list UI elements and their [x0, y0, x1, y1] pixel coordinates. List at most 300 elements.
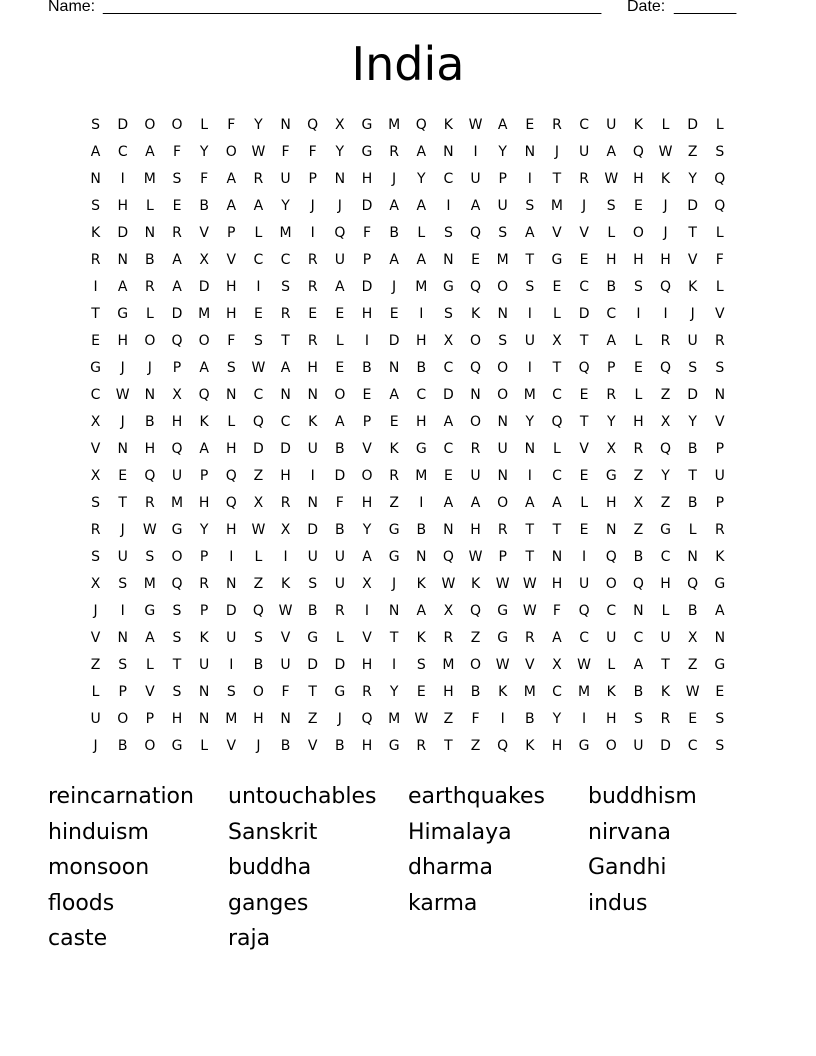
grid-letter: J — [256, 738, 261, 754]
grid-letter: J — [120, 414, 125, 430]
grid-letter: Q — [551, 414, 563, 430]
grid-letter: E — [579, 252, 589, 268]
grid-letter: J — [554, 144, 560, 160]
grid-letter: R — [362, 684, 372, 700]
grid-letter: B — [633, 549, 644, 565]
grid-letter: B — [687, 441, 698, 457]
grid-letter: D — [361, 198, 373, 214]
grid-letter: D — [687, 387, 699, 403]
grid-letter: Z — [687, 657, 698, 673]
word-bank-item: Gandhi — [588, 855, 667, 880]
grid-letter: U — [334, 549, 345, 565]
grid-letter: E — [579, 468, 589, 484]
grid-letter: L — [417, 225, 426, 241]
grid-letter: U — [307, 549, 318, 565]
grid-letter: W — [658, 144, 673, 160]
grid-letter: N — [117, 252, 128, 268]
grid-letter: G — [144, 603, 156, 619]
grid-letter: N — [117, 630, 128, 646]
grid-letter: N — [144, 387, 156, 403]
grid-letter: M — [388, 117, 401, 133]
grid-letter: N — [443, 252, 454, 268]
grid-letter: O — [144, 738, 156, 754]
grid-letter: Y — [688, 414, 697, 430]
grid-letter: B — [687, 603, 698, 619]
grid-letter: Q — [660, 360, 672, 376]
grid-letter: J — [120, 522, 125, 538]
grid-letter: B — [416, 522, 427, 538]
grid-row — [82, 625, 734, 652]
grid-letter: P — [498, 171, 507, 187]
grid-letter: Y — [389, 684, 399, 700]
grid-letter: K — [525, 738, 535, 754]
grid-letter: C — [117, 144, 128, 160]
grid-letter: H — [144, 441, 156, 457]
grid-letter: H — [117, 333, 128, 349]
grid-letter: N — [226, 387, 237, 403]
grid-letter: I — [527, 360, 532, 376]
grid-letter: J — [147, 360, 152, 376]
grid-letter: E — [308, 306, 318, 322]
grid-letter: R — [253, 171, 264, 187]
grid-letter: K — [660, 171, 671, 187]
grid-letter: E — [389, 306, 399, 322]
grid-letter: I — [446, 198, 451, 214]
grid-letter: W — [495, 657, 510, 673]
grid-letter: F — [715, 252, 724, 268]
grid-letter: R — [334, 603, 345, 619]
grid-letter: O — [605, 576, 617, 592]
grid-letter: I — [392, 657, 397, 673]
grid-row — [82, 301, 734, 328]
grid-letter: F — [227, 333, 236, 349]
grid-letter: L — [607, 225, 616, 241]
grid-letter: A — [117, 279, 128, 295]
grid-letter: I — [500, 711, 505, 727]
grid-letter: A — [416, 252, 427, 268]
grid-letter: C — [280, 252, 291, 268]
grid-letter: A — [389, 387, 399, 403]
grid-letter: Q — [470, 360, 482, 376]
grid-letter: A — [497, 117, 508, 133]
grid-letter: C — [443, 171, 454, 187]
grid-letter: O — [117, 711, 129, 727]
grid-letter: W — [685, 684, 700, 700]
grid-letter: U — [280, 657, 291, 673]
grid-letter: M — [415, 279, 428, 295]
grid-letter: P — [145, 711, 155, 727]
grid-letter: E — [389, 414, 399, 430]
grid-letter: Y — [606, 414, 616, 430]
grid-letter: B — [389, 225, 399, 241]
grid-letter: R — [280, 495, 291, 511]
grid-letter: Q — [198, 387, 210, 403]
grid-letter: E — [579, 522, 589, 538]
grid-letter: U — [117, 549, 128, 565]
grid-letter: Q — [171, 441, 183, 457]
grid-letter: Y — [552, 711, 562, 727]
grid-letter: X — [660, 414, 671, 430]
grid-letter: M — [170, 495, 184, 511]
grid-letter: G — [90, 360, 101, 376]
grid-letter: Z — [443, 711, 454, 727]
grid-letter: P — [715, 495, 725, 511]
grid-letter: W — [604, 171, 619, 187]
grid-letter: P — [199, 468, 209, 484]
grid-letter: F — [552, 603, 561, 619]
grid-letter: J — [663, 198, 668, 214]
grid-letter: O — [198, 333, 210, 349]
grid-letter: A — [715, 603, 725, 619]
grid-letter: V — [90, 630, 101, 646]
grid-letter: I — [120, 171, 125, 187]
grid-letter: E — [335, 360, 345, 376]
word-bank-item: earthquakes — [408, 784, 545, 809]
grid-letter: X — [199, 252, 209, 268]
grid-letter: T — [389, 630, 399, 646]
grid-letter: L — [661, 603, 670, 619]
grid-letter: S — [715, 738, 725, 754]
grid-letter: U — [714, 468, 725, 484]
grid-letter: S — [91, 117, 101, 133]
word-bank-item: monsoon — [48, 855, 150, 880]
grid-letter: S — [172, 630, 182, 646]
grid-letter: C — [633, 630, 644, 646]
grid-letter: S — [308, 576, 318, 592]
grid-letter: I — [636, 306, 641, 322]
grid-row — [82, 733, 734, 760]
grid-letter: F — [308, 144, 317, 160]
grid-letter: L — [227, 414, 236, 430]
grid-letter: Q — [470, 279, 482, 295]
grid-letter: O — [144, 117, 156, 133]
grid-letter: K — [688, 279, 698, 295]
grid-letter: E — [633, 198, 643, 214]
grid-letter: K — [443, 117, 453, 133]
grid-letter: U — [280, 171, 291, 187]
grid-letter: B — [416, 360, 427, 376]
grid-letter: P — [715, 441, 725, 457]
grid-letter: G — [388, 549, 400, 565]
grid-letter: Q — [171, 576, 183, 592]
grid-letter: R — [552, 117, 562, 133]
grid-letter: G — [714, 657, 726, 673]
grid-letter: W — [495, 576, 510, 592]
grid-letter: K — [308, 414, 318, 430]
grid-letter: T — [552, 360, 562, 376]
grid-letter: F — [471, 711, 480, 727]
grid-letter: I — [364, 333, 370, 349]
grid-letter: D — [280, 441, 291, 457]
grid-letter: H — [361, 657, 373, 673]
grid-letter: D — [334, 468, 346, 484]
grid-letter: C — [552, 468, 562, 484]
grid-letter: Z — [307, 711, 318, 727]
grid-letter: Z — [633, 522, 644, 538]
grid-letter: I — [256, 279, 261, 295]
grid-letter: J — [310, 198, 315, 214]
grid-letter: F — [362, 225, 371, 241]
grid-letter: A — [470, 198, 481, 214]
grid-letter: I — [310, 468, 315, 484]
grid-row — [82, 517, 734, 544]
grid-letter: N — [307, 387, 318, 403]
grid-letter: K — [498, 684, 508, 700]
grid-letter: V — [579, 441, 589, 457]
grid-letter: A — [606, 144, 617, 160]
grid-letter: X — [443, 603, 454, 619]
grid-letter: N — [388, 603, 400, 619]
grid-letter: U — [606, 117, 617, 133]
grid-letter: D — [660, 738, 671, 754]
grid-letter: H — [361, 495, 373, 511]
grid-letter: I — [419, 306, 424, 322]
grid-row — [82, 355, 734, 382]
grid-letter: Z — [660, 387, 671, 403]
grid-letter: K — [389, 441, 399, 457]
grid-letter: J — [337, 198, 342, 214]
grid-letter: W — [522, 603, 537, 619]
grid-letter: T — [688, 468, 697, 484]
grid-letter: L — [335, 630, 344, 646]
grid-letter: R — [606, 387, 617, 403]
grid-row — [82, 598, 734, 625]
letter-grid — [82, 112, 734, 760]
grid-letter: D — [307, 657, 319, 673]
grid-letter: Y — [498, 144, 507, 160]
grid-letter: O — [144, 333, 156, 349]
grid-letter: O — [497, 279, 509, 295]
grid-letter: U — [497, 441, 508, 457]
grid-letter: H — [226, 306, 237, 322]
grid-letter: N — [524, 144, 536, 160]
grid-letter: H — [253, 711, 264, 727]
grid-letter: S — [498, 333, 508, 349]
grid-letter: I — [120, 603, 125, 619]
grid-letter: E — [443, 468, 453, 484]
grid-letter: M — [496, 252, 509, 268]
grid-letter: U — [687, 333, 698, 349]
grid-letter: T — [661, 657, 670, 673]
grid-letter: K — [416, 630, 426, 646]
grid-letter: D — [361, 279, 373, 295]
page-title: India — [351, 37, 465, 91]
grid-letter: H — [198, 495, 210, 511]
grid-letter: B — [687, 495, 698, 511]
grid-letter: T — [91, 306, 100, 322]
grid-letter: U — [660, 630, 671, 646]
word-bank — [48, 779, 768, 957]
grid-letter: X — [90, 468, 101, 484]
grid-letter: P — [118, 684, 127, 700]
grid-letter: J — [690, 306, 695, 322]
grid-letter: O — [470, 333, 482, 349]
grid-letter: L — [634, 387, 643, 403]
grid-letter: C — [579, 279, 589, 295]
grid-letter: R — [389, 144, 399, 160]
grid-letter: T — [281, 333, 290, 349]
grid-row — [82, 220, 734, 247]
grid-letter: D — [253, 441, 264, 457]
grid-letter: N — [416, 549, 427, 565]
grid-letter: C — [90, 387, 101, 403]
grid-letter: Q — [225, 495, 237, 511]
grid-letter: M — [415, 468, 428, 484]
header-line — [48, 0, 748, 18]
grid-letter: N — [606, 522, 617, 538]
grid-letter: Q — [470, 603, 482, 619]
grid-letter: M — [225, 711, 238, 727]
grid-letter: N — [144, 225, 156, 241]
grid-row — [82, 274, 734, 301]
grid-letter: D — [198, 279, 210, 295]
grid-letter: N — [280, 711, 291, 727]
grid-letter: Q — [361, 711, 373, 727]
grid-letter: T — [552, 171, 562, 187]
grid-letter: S — [498, 225, 508, 241]
grid-letter: G — [497, 630, 509, 646]
grid-row — [82, 652, 734, 679]
grid-letter: M — [388, 711, 401, 727]
grid-letter: P — [607, 360, 616, 376]
grid-letter: U — [606, 630, 617, 646]
grid-letter: Z — [253, 468, 264, 484]
grid-letter: R — [90, 522, 101, 538]
grid-letter: R — [443, 630, 454, 646]
grid-letter: B — [606, 279, 617, 295]
grid-letter: U — [497, 198, 508, 214]
grid-letter: Q — [252, 603, 264, 619]
grid-letter: F — [227, 117, 236, 133]
grid-letter: C — [606, 306, 617, 322]
grid-letter: I — [527, 468, 532, 484]
grid-letter: H — [660, 252, 671, 268]
grid-letter: K — [416, 576, 426, 592]
grid-letter: S — [253, 630, 263, 646]
grid-letter: S — [633, 279, 643, 295]
grid-letter: S — [688, 360, 698, 376]
grid-letter: T — [579, 414, 589, 430]
grid-letter: T — [118, 495, 127, 511]
grid-letter: N — [280, 387, 291, 403]
grid-letter: Q — [578, 603, 590, 619]
grid-letter: T — [308, 684, 317, 700]
date-blank-line: _______ — [674, 0, 737, 15]
grid-letter: I — [310, 225, 315, 241]
grid-letter: S — [633, 711, 643, 727]
grid-letter: R — [90, 252, 101, 268]
grid-letter: C — [579, 117, 589, 133]
grid-letter: A — [525, 495, 535, 511]
grid-letter: I — [229, 549, 234, 565]
grid-letter: G — [388, 522, 400, 538]
grid-letter: Q — [660, 441, 672, 457]
grid-row — [82, 409, 734, 436]
word-bank-item: caste — [48, 926, 108, 951]
grid-letter: V — [715, 306, 725, 322]
grid-letter: V — [226, 252, 237, 268]
grid-letter: J — [337, 711, 342, 727]
grid-letter: A — [606, 333, 617, 349]
grid-letter: S — [416, 657, 426, 673]
word-bank-item: ganges — [228, 890, 309, 916]
grid-letter: N — [633, 603, 644, 619]
grid-letter: R — [714, 333, 725, 349]
grid-letter: F — [172, 144, 182, 160]
grid-letter: K — [715, 549, 725, 565]
grid-letter: U — [524, 333, 535, 349]
grid-letter: X — [362, 576, 372, 592]
grid-letter: R — [307, 333, 318, 349]
grid-letter: A — [443, 495, 454, 511]
grid-letter: S — [226, 360, 236, 376]
grid-letter: G — [361, 117, 373, 133]
grid-letter: Q — [632, 576, 644, 592]
grid-letter: Q — [171, 333, 183, 349]
grid-row — [82, 247, 734, 274]
grid-letter: M — [279, 225, 292, 241]
grid-letter: V — [145, 684, 155, 700]
grid-letter: V — [199, 225, 209, 241]
grid-letter: W — [468, 117, 483, 133]
grid-letter: N — [497, 306, 508, 322]
grid-letter: W — [577, 657, 592, 673]
grid-letter: L — [553, 306, 561, 322]
grid-letter: H — [117, 198, 128, 214]
grid-letter: T — [525, 549, 535, 565]
word-bank-item: floods — [48, 890, 115, 916]
grid-letter: R — [633, 441, 644, 457]
grid-letter: B — [470, 684, 481, 700]
grid-letter: K — [470, 306, 481, 322]
grid-letter: B — [145, 414, 155, 430]
grid-letter: X — [687, 630, 698, 646]
grid-row — [82, 544, 734, 571]
grid-letter: X — [335, 117, 345, 133]
grid-letter: S — [118, 576, 128, 592]
grid-row — [82, 706, 734, 733]
date-label: Date: — [627, 0, 666, 15]
grid-letter: C — [552, 387, 562, 403]
grid-letter: K — [280, 576, 291, 592]
grid-letter: I — [229, 657, 234, 673]
grid-letter: H — [280, 468, 291, 484]
grid-letter: H — [226, 279, 237, 295]
grid-letter: A — [90, 144, 101, 160]
word-bank-item: indus — [588, 890, 648, 916]
grid-letter: O — [497, 360, 509, 376]
grid-letter: Q — [632, 144, 644, 160]
grid-letter: I — [283, 549, 288, 565]
word-bank-item: buddha — [228, 855, 312, 880]
grid-letter: S — [172, 684, 182, 700]
grid-letter: W — [251, 360, 266, 376]
word-bank-item: hinduism — [48, 819, 149, 845]
grid-letter: B — [335, 441, 345, 457]
grid-letter: W — [142, 522, 157, 538]
grid-letter: H — [605, 711, 617, 727]
grid-row — [82, 112, 734, 139]
grid-letter: U — [171, 468, 183, 484]
grid-letter: N — [714, 387, 726, 403]
grid-letter: A — [172, 279, 182, 295]
grid-letter: H — [633, 414, 644, 430]
grid-letter: Q — [225, 468, 237, 484]
grid-letter: U — [334, 576, 345, 592]
grid-letter: O — [470, 657, 482, 673]
grid-row — [82, 679, 734, 706]
grid-letter: G — [551, 252, 563, 268]
